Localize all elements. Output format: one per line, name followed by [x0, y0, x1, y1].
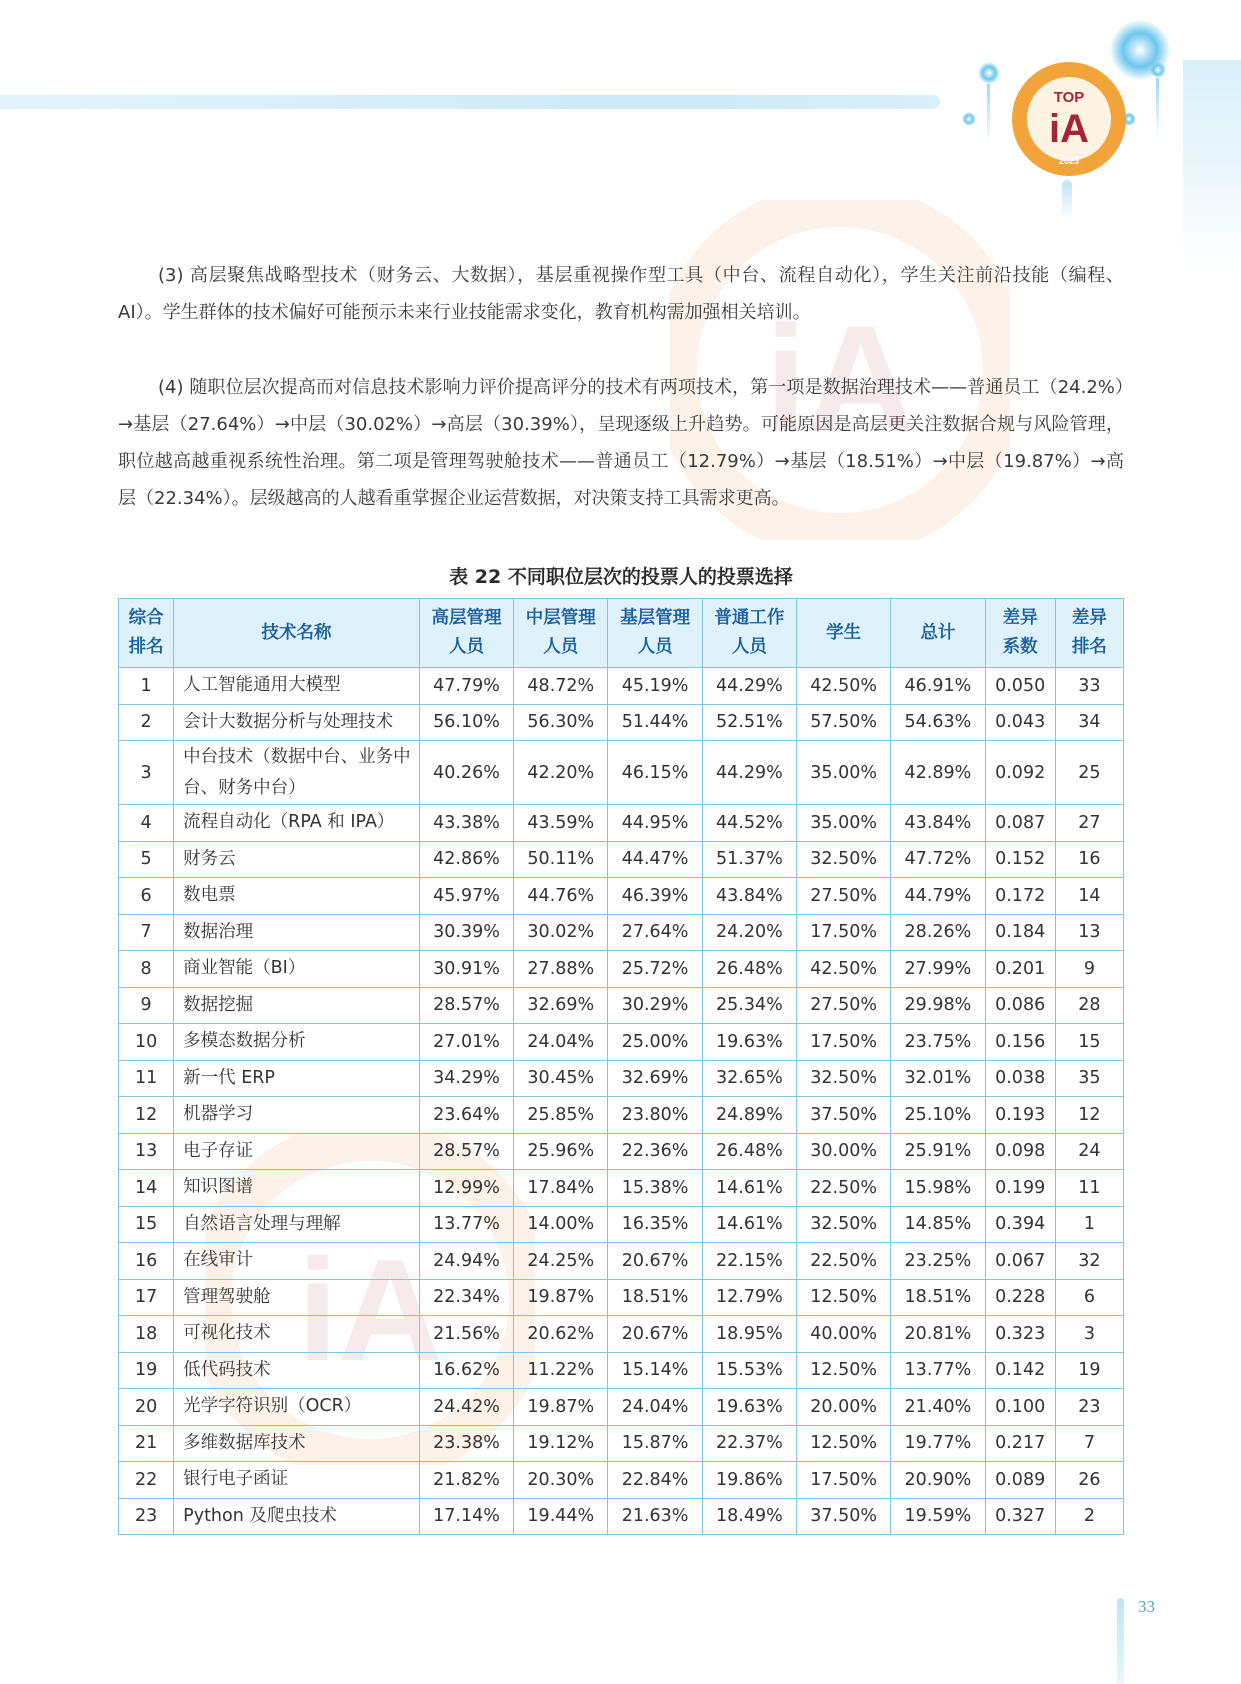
student-cell: 12.50% — [797, 1279, 891, 1316]
diff-cell: 0.092 — [985, 741, 1055, 805]
svg-text:2025: 2025 — [1058, 156, 1080, 166]
table-caption: 表 22 不同职位层次的投票人的投票选择 — [449, 566, 793, 588]
decor-glow-line — [987, 84, 990, 144]
diff-rank-cell: 11 — [1055, 1170, 1123, 1207]
senior-cell: 27.01% — [419, 1024, 513, 1061]
student-cell: 12.50% — [797, 1352, 891, 1389]
student-cell: 17.50% — [797, 1462, 891, 1499]
senior-cell: 12.99% — [419, 1170, 513, 1207]
total-cell: 29.98% — [891, 987, 985, 1024]
diff-rank-cell: 25 — [1055, 741, 1123, 805]
table-row — [119, 805, 1124, 842]
junior-cell: 27.64% — [608, 914, 702, 951]
staff-cell: 44.29% — [702, 668, 796, 705]
middle-cell: 42.20% — [514, 741, 608, 805]
diff-rank-cell: 19 — [1055, 1352, 1123, 1389]
decor-glow-dot — [962, 112, 976, 126]
rank-cell: 20 — [119, 1389, 174, 1426]
diff-cell: 0.067 — [985, 1243, 1055, 1280]
table-row — [119, 841, 1124, 878]
diff-rank-cell: 33 — [1055, 668, 1123, 705]
senior-cell: 24.42% — [419, 1389, 513, 1426]
diff-cell: 0.156 — [985, 1024, 1055, 1061]
diff-cell: 0.184 — [985, 914, 1055, 951]
middle-cell: 30.45% — [514, 1060, 608, 1097]
rank-cell: 4 — [119, 805, 174, 842]
student-cell: 57.50% — [797, 704, 891, 741]
total-cell: 13.77% — [891, 1352, 985, 1389]
diff-cell: 0.089 — [985, 1462, 1055, 1499]
total-cell: 19.59% — [891, 1498, 985, 1535]
student-cell: 42.50% — [797, 668, 891, 705]
diff-rank-cell: 32 — [1055, 1243, 1123, 1280]
total-cell: 25.10% — [891, 1097, 985, 1134]
col-header-name: 技术名称 — [174, 599, 420, 668]
name-cell: 在线审计 — [174, 1243, 420, 1280]
junior-cell: 25.00% — [608, 1024, 702, 1061]
student-cell: 32.50% — [797, 1206, 891, 1243]
name-cell: 人工智能通用大模型 — [174, 668, 420, 705]
student-cell: 12.50% — [797, 1425, 891, 1462]
svg-text:TOP: TOP — [1053, 89, 1085, 106]
total-cell: 23.75% — [891, 1024, 985, 1061]
junior-cell: 15.14% — [608, 1352, 702, 1389]
diff-rank-cell: 16 — [1055, 841, 1123, 878]
senior-cell: 45.97% — [419, 878, 513, 915]
middle-cell: 11.22% — [514, 1352, 608, 1389]
senior-cell: 30.91% — [419, 951, 513, 988]
diff-rank-cell: 28 — [1055, 987, 1123, 1024]
table-row — [119, 1498, 1124, 1535]
total-cell: 47.72% — [891, 841, 985, 878]
rank-cell: 9 — [119, 987, 174, 1024]
table-row — [119, 741, 1124, 805]
table-row — [119, 878, 1124, 915]
senior-cell: 21.56% — [419, 1316, 513, 1353]
student-cell: 30.00% — [797, 1133, 891, 1170]
middle-cell: 25.85% — [514, 1097, 608, 1134]
diff-cell: 0.038 — [985, 1060, 1055, 1097]
page-number: 33 — [1138, 1597, 1155, 1616]
student-cell: 20.00% — [797, 1389, 891, 1426]
diff-rank-cell: 15 — [1055, 1024, 1123, 1061]
total-cell: 27.99% — [891, 951, 985, 988]
rank-cell: 21 — [119, 1425, 174, 1462]
svg-text:iA: iA — [765, 294, 915, 462]
diff-cell: 0.142 — [985, 1352, 1055, 1389]
staff-cell: 19.63% — [702, 1389, 796, 1426]
junior-cell: 46.39% — [608, 878, 702, 915]
name-cell: 管理驾驶舱 — [174, 1279, 420, 1316]
senior-cell: 56.10% — [419, 704, 513, 741]
middle-cell: 50.11% — [514, 841, 608, 878]
diff-rank-cell: 35 — [1055, 1060, 1123, 1097]
diff-cell: 0.043 — [985, 704, 1055, 741]
senior-cell: 13.77% — [419, 1206, 513, 1243]
junior-cell: 46.15% — [608, 741, 702, 805]
table-row — [119, 1352, 1124, 1389]
decor-glow-dot — [1150, 62, 1166, 78]
diff-rank-cell: 1 — [1055, 1206, 1123, 1243]
total-cell: 19.77% — [891, 1425, 985, 1462]
rank-cell: 7 — [119, 914, 174, 951]
rank-cell: 6 — [119, 878, 174, 915]
diff-rank-cell: 2 — [1055, 1498, 1123, 1535]
table-row — [119, 1097, 1124, 1134]
student-cell: 32.50% — [797, 1060, 891, 1097]
rank-cell: 19 — [119, 1352, 174, 1389]
staff-cell: 44.29% — [702, 741, 796, 805]
name-cell: 低代码技术 — [174, 1352, 420, 1389]
staff-cell: 18.49% — [702, 1498, 796, 1535]
decor-glow-dot — [978, 62, 1000, 84]
staff-cell: 19.86% — [702, 1462, 796, 1499]
middle-cell: 25.96% — [514, 1133, 608, 1170]
senior-cell: 30.39% — [419, 914, 513, 951]
rank-cell: 23 — [119, 1498, 174, 1535]
total-cell: 15.98% — [891, 1170, 985, 1207]
staff-cell: 14.61% — [702, 1170, 796, 1207]
table-row — [119, 668, 1124, 705]
total-cell: 54.63% — [891, 704, 985, 741]
table-row — [119, 1279, 1124, 1316]
total-cell: 14.85% — [891, 1206, 985, 1243]
rank-cell: 1 — [119, 668, 174, 705]
diff-rank-cell: 9 — [1055, 951, 1123, 988]
table-row — [119, 1170, 1124, 1207]
rank-cell: 12 — [119, 1097, 174, 1134]
paragraph-4: (4) 随职位层次提高而对信息技术影响力评价提高评分的技术有两项技术，第一项是数据治理技术——普通员工（24.2%）→基层（27.64%）→中层（30.02%）→高层（30.39%），呈现逐级上升趋势。可能原因是高层更关注数据合规与风险管理，职位越高越重视系统性治理。第二项是管理驾驶舱技术——普通员工（12.79%）→基层（18.51%）→中层（19.87%）→高层（22.34%）。层级越高的人越看重掌握企业运营数据，对决策支持工具需求更高。 — [118, 377, 1124, 509]
table-row — [119, 1060, 1124, 1097]
rank-cell: 17 — [119, 1279, 174, 1316]
total-cell: 44.79% — [891, 878, 985, 915]
name-cell: 数据治理 — [174, 914, 420, 951]
middle-cell: 48.72% — [514, 668, 608, 705]
name-cell: Python 及爬虫技术 — [174, 1498, 420, 1535]
table-row — [119, 1206, 1124, 1243]
senior-cell: 24.94% — [419, 1243, 513, 1280]
rank-cell: 8 — [119, 951, 174, 988]
middle-cell: 19.44% — [514, 1498, 608, 1535]
diff-rank-cell: 7 — [1055, 1425, 1123, 1462]
diff-cell: 0.098 — [985, 1133, 1055, 1170]
name-cell: 财务云 — [174, 841, 420, 878]
junior-cell: 25.72% — [608, 951, 702, 988]
total-cell: 23.25% — [891, 1243, 985, 1280]
svg-text:iA: iA — [297, 1229, 443, 1391]
col-header-diff-rank: 差异 排名 — [1055, 599, 1123, 668]
diff-rank-cell: 12 — [1055, 1097, 1123, 1134]
rank-cell: 14 — [119, 1170, 174, 1207]
diff-cell: 0.086 — [985, 987, 1055, 1024]
junior-cell: 18.51% — [608, 1279, 702, 1316]
table-row — [119, 1133, 1124, 1170]
name-cell: 多维数据库技术 — [174, 1425, 420, 1462]
student-cell: 37.50% — [797, 1498, 891, 1535]
total-cell: 42.89% — [891, 741, 985, 805]
middle-cell: 19.12% — [514, 1425, 608, 1462]
staff-cell: 15.53% — [702, 1352, 796, 1389]
diff-cell: 0.087 — [985, 805, 1055, 842]
student-cell: 27.50% — [797, 878, 891, 915]
diff-cell: 0.152 — [985, 841, 1055, 878]
total-cell: 25.91% — [891, 1133, 985, 1170]
junior-cell: 44.95% — [608, 805, 702, 842]
table-row — [119, 1243, 1124, 1280]
rank-cell: 18 — [119, 1316, 174, 1353]
middle-cell: 19.87% — [514, 1389, 608, 1426]
col-header-junior: 基层管理 人员 — [608, 599, 702, 668]
name-cell: 流程自动化（RPA 和 IPA） — [174, 805, 420, 842]
junior-cell: 45.19% — [608, 668, 702, 705]
middle-cell: 20.30% — [514, 1462, 608, 1499]
diff-cell: 0.050 — [985, 668, 1055, 705]
senior-cell: 42.86% — [419, 841, 513, 878]
table-row — [119, 704, 1124, 741]
table-row — [119, 1024, 1124, 1061]
name-cell: 光学字符识别（OCR） — [174, 1389, 420, 1426]
total-cell: 18.51% — [891, 1279, 985, 1316]
diff-cell: 0.199 — [985, 1170, 1055, 1207]
student-cell: 17.50% — [797, 914, 891, 951]
col-header-total: 总计 — [891, 599, 985, 668]
diff-rank-cell: 6 — [1055, 1279, 1123, 1316]
diff-rank-cell: 34 — [1055, 704, 1123, 741]
middle-cell: 30.02% — [514, 914, 608, 951]
staff-cell: 52.51% — [702, 704, 796, 741]
name-cell: 数据挖掘 — [174, 987, 420, 1024]
col-header-diff: 差异 系数 — [985, 599, 1055, 668]
senior-cell: 21.82% — [419, 1462, 513, 1499]
middle-cell: 17.84% — [514, 1170, 608, 1207]
diff-rank-cell: 27 — [1055, 805, 1123, 842]
diff-rank-cell: 14 — [1055, 878, 1123, 915]
diff-cell: 0.172 — [985, 878, 1055, 915]
senior-cell: 28.57% — [419, 987, 513, 1024]
total-cell: 46.91% — [891, 668, 985, 705]
junior-cell: 16.35% — [608, 1206, 702, 1243]
middle-cell: 19.87% — [514, 1279, 608, 1316]
student-cell: 37.50% — [797, 1097, 891, 1134]
student-cell: 22.50% — [797, 1243, 891, 1280]
diff-rank-cell: 3 — [1055, 1316, 1123, 1353]
rank-cell: 13 — [119, 1133, 174, 1170]
senior-cell: 16.62% — [419, 1352, 513, 1389]
name-cell: 会计大数据分析与处理技术 — [174, 704, 420, 741]
junior-cell: 51.44% — [608, 704, 702, 741]
table-row — [119, 1425, 1124, 1462]
staff-cell: 22.37% — [702, 1425, 796, 1462]
junior-cell: 20.67% — [608, 1243, 702, 1280]
staff-cell: 43.84% — [702, 878, 796, 915]
diff-rank-cell: 13 — [1055, 914, 1123, 951]
staff-cell: 19.63% — [702, 1024, 796, 1061]
junior-cell: 22.36% — [608, 1133, 702, 1170]
rank-cell: 11 — [119, 1060, 174, 1097]
junior-cell: 15.38% — [608, 1170, 702, 1207]
staff-cell: 24.20% — [702, 914, 796, 951]
paragraph-3: (3) 高层聚焦战略型技术（财务云、大数据），基层重视操作型工具（中台、流程自动化），学生关注前沿技能（编程、AI）。学生群体的技术偏好可能预示未来行业技能需求变化，教育机构需加强相关培训。 — [118, 265, 1124, 323]
middle-cell: 43.59% — [514, 805, 608, 842]
staff-cell: 44.52% — [702, 805, 796, 842]
senior-cell: 22.34% — [419, 1279, 513, 1316]
junior-cell: 24.04% — [608, 1389, 702, 1426]
middle-cell: 20.62% — [514, 1316, 608, 1353]
student-cell: 32.50% — [797, 841, 891, 878]
total-cell: 28.26% — [891, 914, 985, 951]
diff-cell: 0.193 — [985, 1097, 1055, 1134]
staff-cell: 32.65% — [702, 1060, 796, 1097]
student-cell: 40.00% — [797, 1316, 891, 1353]
decor-glow-line — [1062, 180, 1072, 220]
middle-cell: 24.25% — [514, 1243, 608, 1280]
student-cell: 42.50% — [797, 951, 891, 988]
rank-cell: 3 — [119, 741, 174, 805]
staff-cell: 18.95% — [702, 1316, 796, 1353]
diff-rank-cell: 23 — [1055, 1389, 1123, 1426]
rank-cell: 5 — [119, 841, 174, 878]
diff-rank-cell: 26 — [1055, 1462, 1123, 1499]
senior-cell: 23.64% — [419, 1097, 513, 1134]
junior-cell: 44.47% — [608, 841, 702, 878]
staff-cell: 12.79% — [702, 1279, 796, 1316]
page-tab-decor — [1117, 1598, 1124, 1684]
junior-cell: 30.29% — [608, 987, 702, 1024]
diff-cell: 0.394 — [985, 1206, 1055, 1243]
junior-cell: 15.87% — [608, 1425, 702, 1462]
table-row — [119, 914, 1124, 951]
senior-cell: 17.14% — [419, 1498, 513, 1535]
table-row — [119, 951, 1124, 988]
table-row — [119, 1389, 1124, 1426]
header-decor-strip — [1183, 60, 1241, 280]
student-cell: 17.50% — [797, 1024, 891, 1061]
total-cell: 20.81% — [891, 1316, 985, 1353]
staff-cell: 26.48% — [702, 1133, 796, 1170]
junior-cell: 20.67% — [608, 1316, 702, 1353]
student-cell: 27.50% — [797, 987, 891, 1024]
staff-cell: 22.15% — [702, 1243, 796, 1280]
senior-cell: 47.79% — [419, 668, 513, 705]
junior-cell: 32.69% — [608, 1060, 702, 1097]
student-cell: 35.00% — [797, 741, 891, 805]
junior-cell: 23.80% — [608, 1097, 702, 1134]
staff-cell: 24.89% — [702, 1097, 796, 1134]
middle-cell: 44.76% — [514, 878, 608, 915]
table-row — [119, 1316, 1124, 1353]
senior-cell: 40.26% — [419, 741, 513, 805]
middle-cell: 32.69% — [514, 987, 608, 1024]
staff-cell: 25.34% — [702, 987, 796, 1024]
total-cell: 20.90% — [891, 1462, 985, 1499]
table-header-row — [119, 599, 1124, 668]
rank-cell: 10 — [119, 1024, 174, 1061]
voting-table — [118, 598, 1124, 1535]
diff-cell: 0.100 — [985, 1389, 1055, 1426]
name-cell: 知识图谱 — [174, 1170, 420, 1207]
senior-cell: 23.38% — [419, 1425, 513, 1462]
total-cell: 21.40% — [891, 1389, 985, 1426]
name-cell: 电子存证 — [174, 1133, 420, 1170]
total-cell: 32.01% — [891, 1060, 985, 1097]
diff-cell: 0.323 — [985, 1316, 1055, 1353]
senior-cell: 28.57% — [419, 1133, 513, 1170]
junior-cell: 21.63% — [608, 1498, 702, 1535]
student-cell: 35.00% — [797, 805, 891, 842]
diff-cell: 0.327 — [985, 1498, 1055, 1535]
name-cell: 新一代 ERP — [174, 1060, 420, 1097]
total-cell: 43.84% — [891, 805, 985, 842]
table-row — [119, 1462, 1124, 1499]
name-cell: 中台技术（数据中台、业务中台、财务中台） — [174, 741, 420, 805]
col-header-student: 学生 — [797, 599, 891, 668]
name-cell: 多模态数据分析 — [174, 1024, 420, 1061]
diff-cell: 0.228 — [985, 1279, 1055, 1316]
header-decor-bar — [0, 95, 940, 109]
col-header-rank: 综合 排名 — [119, 599, 174, 668]
middle-cell: 27.88% — [514, 951, 608, 988]
name-cell: 商业智能（BI） — [174, 951, 420, 988]
svg-text:iA: iA — [1049, 107, 1089, 151]
diff-cell: 0.217 — [985, 1425, 1055, 1462]
student-cell: 22.50% — [797, 1170, 891, 1207]
rank-cell: 16 — [119, 1243, 174, 1280]
top-ia-badge-logo — [1010, 60, 1128, 178]
middle-cell: 24.04% — [514, 1024, 608, 1061]
name-cell: 数电票 — [174, 878, 420, 915]
name-cell: 自然语言处理与理解 — [174, 1206, 420, 1243]
staff-cell: 14.61% — [702, 1206, 796, 1243]
diff-rank-cell: 24 — [1055, 1133, 1123, 1170]
name-cell: 银行电子函证 — [174, 1462, 420, 1499]
diff-cell: 0.201 — [985, 951, 1055, 988]
senior-cell: 34.29% — [419, 1060, 513, 1097]
staff-cell: 51.37% — [702, 841, 796, 878]
staff-cell: 26.48% — [702, 951, 796, 988]
col-header-senior: 高层管理 人员 — [419, 599, 513, 668]
rank-cell: 2 — [119, 704, 174, 741]
col-header-staff: 普通工作 人员 — [702, 599, 796, 668]
col-header-middle: 中层管理 人员 — [514, 599, 608, 668]
table-row — [119, 987, 1124, 1024]
decor-glow-line — [1156, 78, 1159, 138]
middle-cell: 56.30% — [514, 704, 608, 741]
senior-cell: 43.38% — [419, 805, 513, 842]
name-cell: 机器学习 — [174, 1097, 420, 1134]
rank-cell: 15 — [119, 1206, 174, 1243]
name-cell: 可视化技术 — [174, 1316, 420, 1353]
rank-cell: 22 — [119, 1462, 174, 1499]
middle-cell: 14.00% — [514, 1206, 608, 1243]
junior-cell: 22.84% — [608, 1462, 702, 1499]
